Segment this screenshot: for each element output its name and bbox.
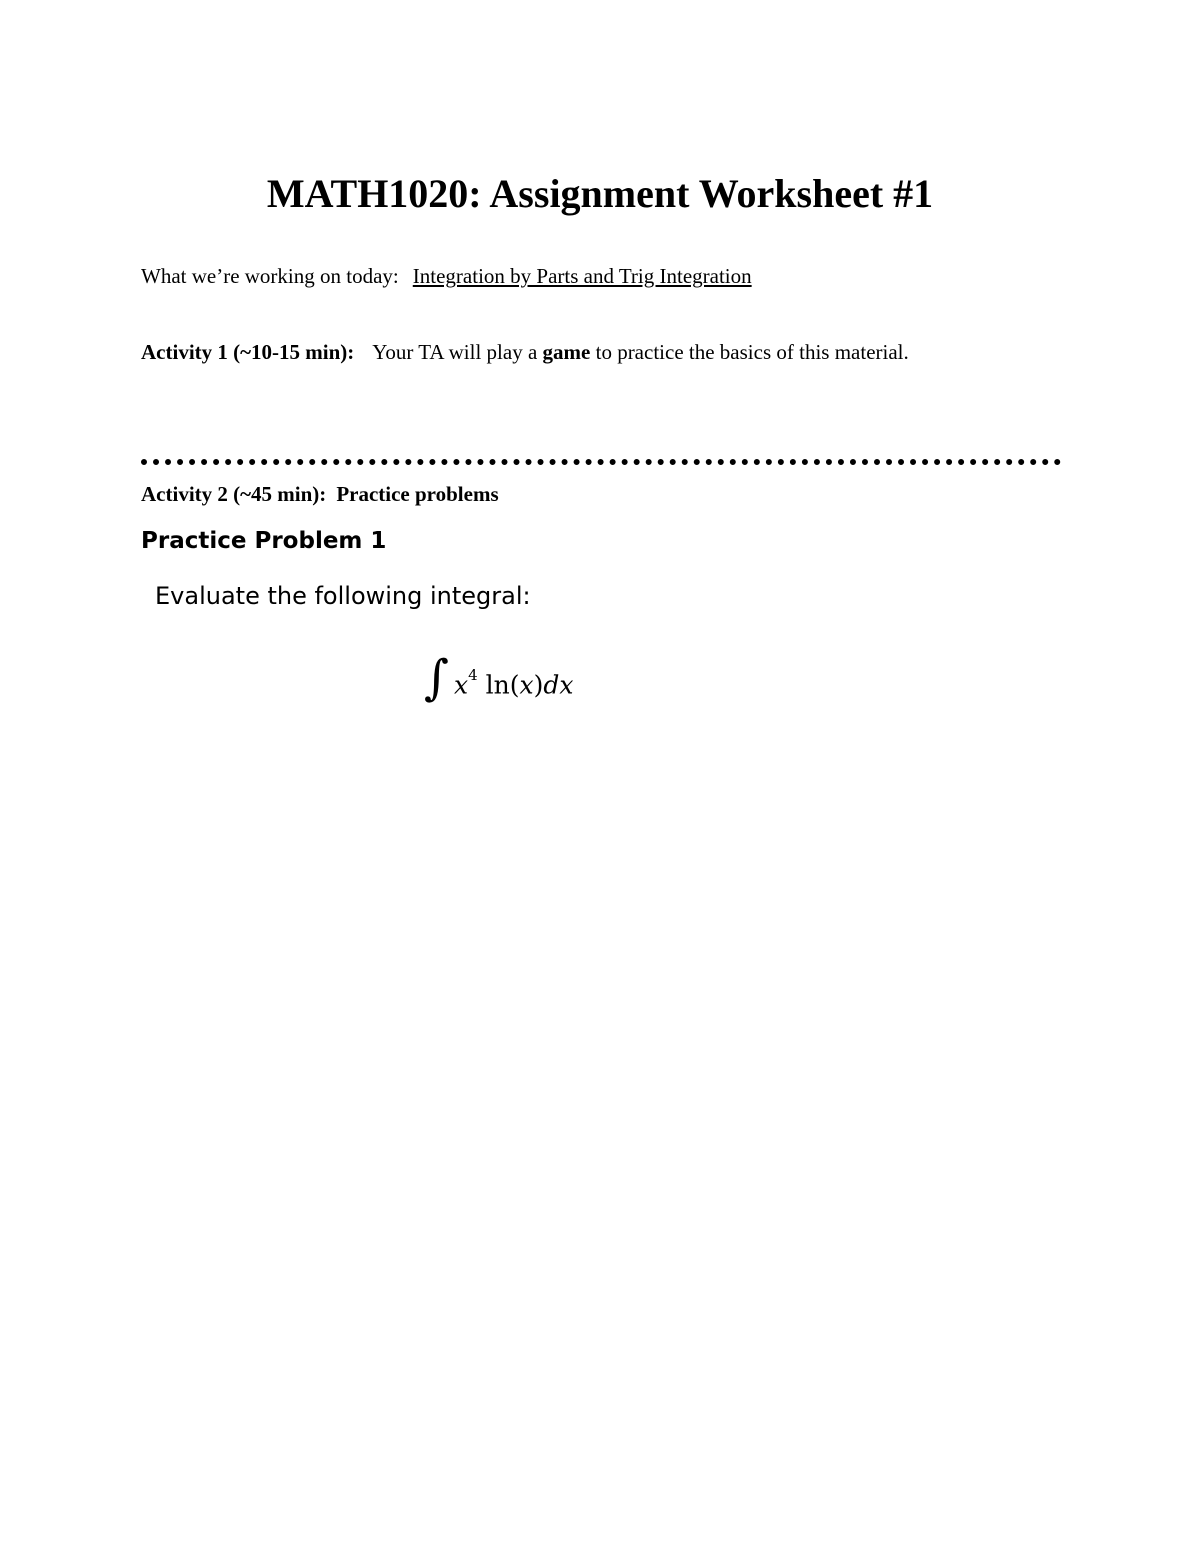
topic-prefix: What we’re working on today:: [141, 264, 399, 288]
activity-2-description: Practice problems: [336, 482, 499, 506]
page-title: MATH1020: Assignment Worksheet #1: [266, 171, 934, 216]
integrand: [454, 666, 574, 700]
problem-instruction: Evaluate the following integral:: [155, 582, 531, 610]
formula-close-paren: ): [533, 670, 544, 700]
topic-line: [141, 264, 752, 289]
integral-sign: ∫: [424, 650, 450, 706]
formula-exponent: 4: [468, 666, 478, 684]
activity-2-label: Activity 2 (~45 min):: [141, 482, 327, 506]
activity-1-label: Activity 1 (~10-15 min):: [141, 340, 355, 364]
activity-1-desc-start: Your TA will play a: [372, 340, 543, 364]
activity-1-description: [372, 340, 908, 364]
activity-1-desc-end: to practice the basics of this material.: [590, 340, 909, 364]
activity-2: [141, 482, 499, 507]
formula-function: ln: [485, 670, 510, 700]
formula-differential: dx: [543, 670, 574, 700]
formula-open-paren: (: [509, 670, 520, 700]
section-divider: [141, 459, 1061, 465]
activity-1: [141, 340, 909, 365]
formula-argument: x: [519, 670, 534, 700]
activity-1-desc-emphasis: game: [542, 340, 591, 364]
formula-base: x: [454, 670, 469, 700]
topic-value: Integration by Parts and Trig Integration: [412, 264, 752, 288]
practice-problem-heading: Practice Problem 1: [141, 528, 387, 554]
